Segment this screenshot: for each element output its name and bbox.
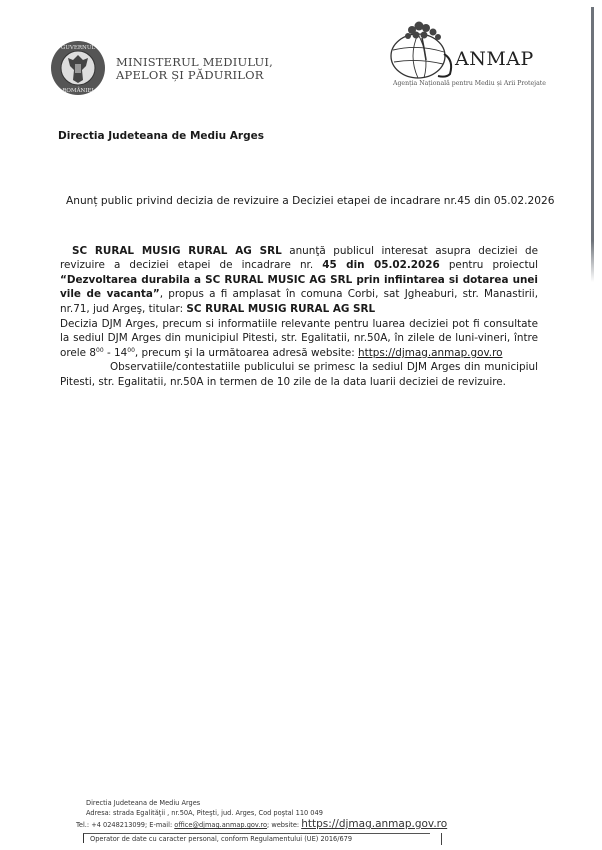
announcement-body [60,244,538,389]
footer [76,799,506,843]
decision-reference: 45 din 05.02.2026 [322,259,440,272]
text: - [103,346,115,359]
text: , precum şi la următoarea adresă website: [134,346,359,359]
footer-org: Directia Judeteana de Mediu Arges [86,799,201,807]
ministry-name [116,56,273,82]
hour-start-minutes: 00 [96,346,104,354]
scan-edge-line [591,7,594,282]
company-name: SC RURAL MUSIG RURAL AG SRL [72,245,282,257]
ministry-name-line2: APELOR ȘI PĂDURILOR [116,68,264,82]
text: , propus a fi amplasat în comuna Corbi, sat Jgheaburi, str. Manastirii, nr.71, jud Argeş, titular: [60,288,539,315]
paragraph-announcement [60,244,538,316]
footer-website-link[interactable]: https://djmag.anmap.gov.ro [301,818,448,830]
svg-text:GUVERNUL: GUVERNUL [60,45,96,51]
svg-text:ROMÂNIEI: ROMÂNIEI [62,88,94,94]
ministry-name-line1: MINISTERUL MEDIULUI, [116,55,274,69]
footer-email-link[interactable]: office@djmag.anmap.gov.ro [174,821,268,829]
agency-full-name: Agenția Națională pentru Mediu și Arii Protejate [393,80,546,87]
text: anunţă publicul interesat asupra deciziei de revizuire a deciziei etapei de incadrare nr. [60,245,538,272]
agency-name: ANMAP [455,48,534,70]
hour-end: 14 [114,346,128,359]
holder-name: SC RURAL MUSIG RURAL AG SRL [186,302,376,315]
website-link[interactable]: https://djmag.anmap.gov.ro [358,346,503,359]
footer-gdpr-notice: Operator de date cu caracter personal, conform Regulamentului (UE) 2016/679 [83,833,430,843]
text: Decizia DJM Arges, precum si informatiile relevante pentru luarea deciziei pot fi consultate la sediul DJM Arges din municipiul Pitesti, str. Egalitatii, nr.50A, în zilele de luni-vineri, între orele [60,318,538,359]
text: pentru proiectul [439,259,538,272]
text: ; website: [267,821,302,829]
directorate-heading: Directia Judeteana de Mediu Arges [58,130,264,142]
announcement-title: Anunț public privind decizia de revizuire a Deciziei etapei de incadrare nr.45 din 05.02.2026 [66,195,555,207]
government-seal-icon [50,40,106,96]
footer-address: Adresa: strada Egalităţii , nr.50A, Piteşti, jud. Arges, Cod poştal 110 049 [86,808,323,817]
footer-phone: Tel.: +4 0248213099; E-mail: [76,821,175,829]
hour-end-minutes: 00 [127,346,135,354]
paragraph-consultation [60,317,538,360]
footer-divider [441,833,442,845]
project-name: “Dezvoltarea durabila a SC RURAL MUSIC AG SRL prin infiintarea si dotarea unei vile de vacanta” [60,273,538,301]
hour-start: 8 [89,346,97,359]
footer-contact [76,818,447,830]
paragraph-observations: Observatiile/contestatiile publicului se primesc la sediul DJM Arges din municipiul Pitesti, str. Egalitatii, nr.50A in termen de 10 zile de la data luarii deciziei de revizuire. [60,361,538,388]
